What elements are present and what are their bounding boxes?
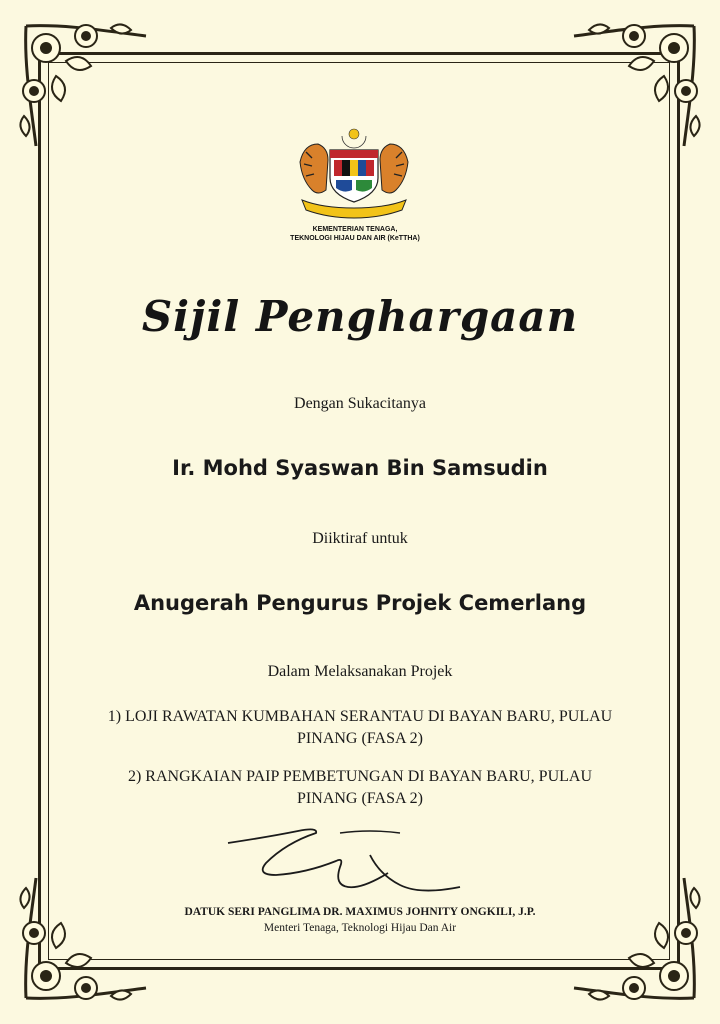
floral-corner-icon	[6, 6, 156, 156]
project-item	[60, 766, 660, 810]
project-line: PINANG (FASA 2)	[297, 730, 423, 747]
project-line: PINANG (FASA 2)	[297, 790, 423, 807]
ministry-name	[270, 225, 440, 243]
signatory-title: Menteri Tenaga, Teknologi Hijau Dan Air	[263, 922, 457, 934]
projects-intro-text: Dalam Melaksanakan Projek	[267, 663, 453, 680]
floral-corner-icon	[6, 868, 156, 1018]
floral-corner-icon	[564, 868, 714, 1018]
project-item	[60, 706, 660, 750]
certificate-title: Sijil Penghargaan	[141, 292, 579, 341]
project-line: 2) RANGKAIAN PAIP PEMBETUNGAN DI BAYAN BARU, PULAU	[127, 768, 593, 785]
recognized-for-text: Diiktiraf untuk	[312, 530, 408, 547]
ministry-line-1: KEMENTERIAN TENAGA,	[312, 226, 398, 233]
floral-corner-icon	[564, 6, 714, 156]
signature-icon	[220, 815, 480, 910]
intro-text: Dengan Sukacitanya	[294, 395, 426, 412]
project-line: 1) LOJI RAWATAN KUMBAHAN SERANTAU DI BAYAN BARU, PULAU	[107, 708, 613, 725]
award-name: Anugerah Pengurus Projek Cemerlang	[133, 591, 587, 615]
signatory-name: DATUK SERI PANGLIMA DR. MAXIMUS JOHNITY ONGKILI, J.P.	[184, 906, 536, 918]
recipient-name: Ir. Mohd Syaswan Bin Samsudin	[172, 456, 548, 480]
coat-of-arms-icon	[292, 122, 416, 222]
ministry-line-2: TEKNOLOGI HIJAU DAN AIR (KeTTHA)	[290, 235, 420, 242]
